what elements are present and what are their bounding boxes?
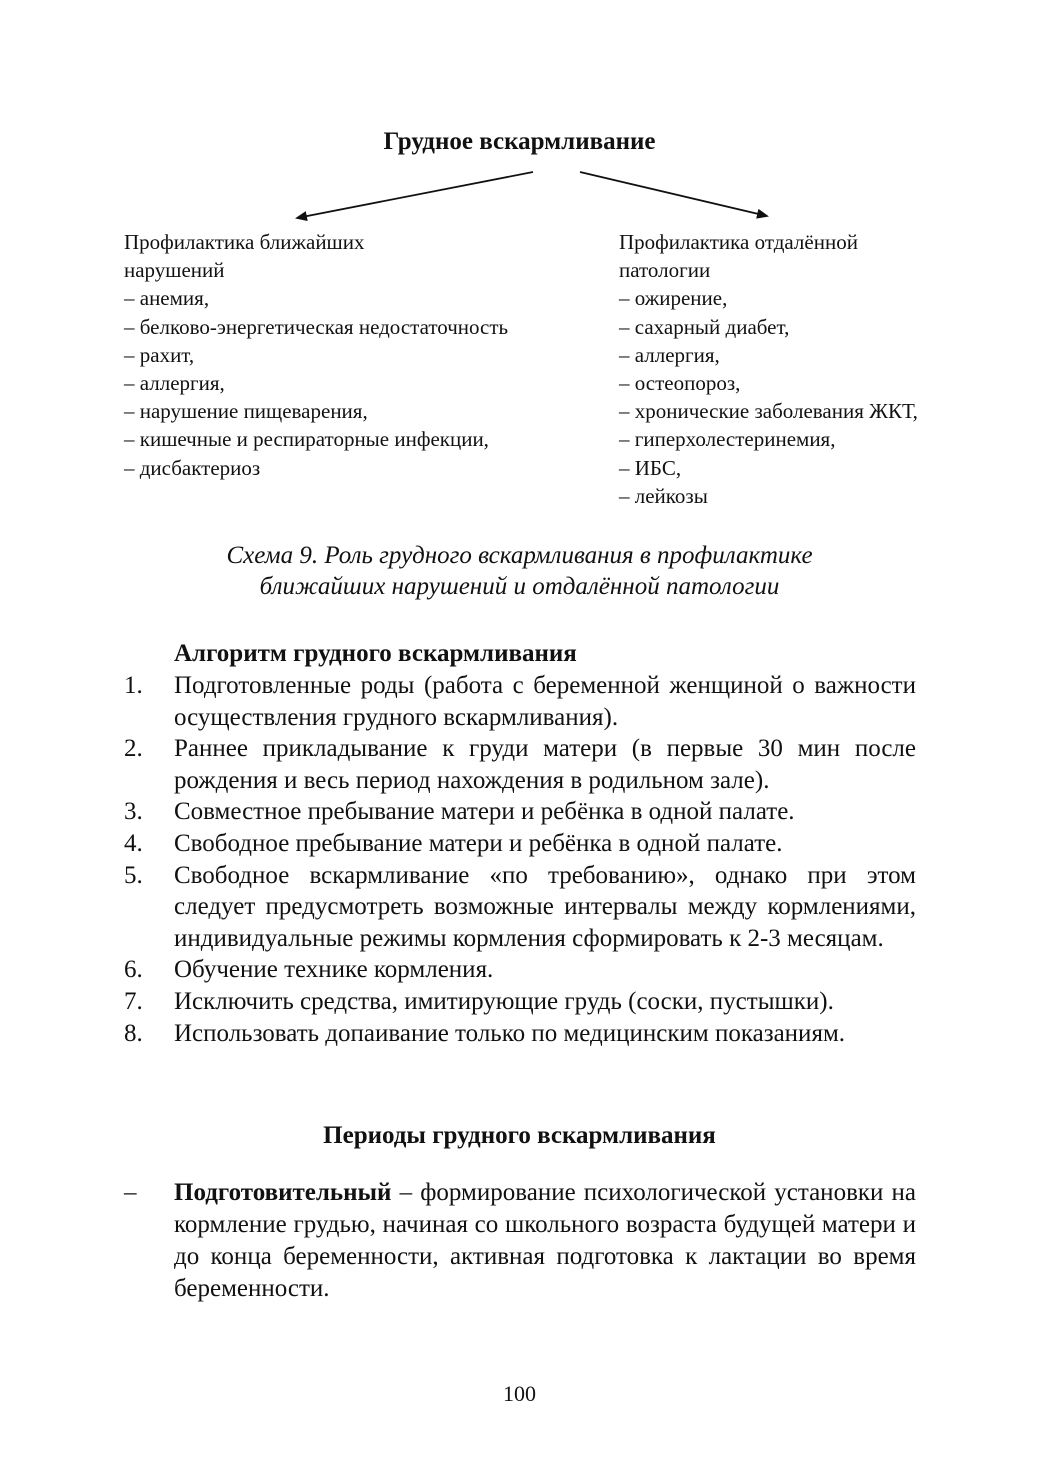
list-item: – лейкозы <box>619 483 708 508</box>
item-text: Исключить средства, имитирующие грудь (соски, пустышки). <box>174 987 834 1015</box>
list-item: – аллергия, <box>124 371 225 396</box>
item-text: Раннее прикладывание к груди матери (в первые 30 мин после рождения и весь период нахождения в родильном зале). <box>174 735 916 794</box>
list-item: – ИБС, <box>619 455 682 480</box>
item-dash: – <box>124 1179 137 1206</box>
list-item <box>124 828 916 860</box>
list-item: – белково-энергетическая недостаточность <box>124 314 509 339</box>
item-number: 1. <box>124 672 143 699</box>
item-text: Подготовленные роды (работа с беременной женщиной о важности осуществления грудного вскармливания). <box>174 672 916 731</box>
item-number: 7. <box>124 987 143 1015</box>
caption-line: Схема 9. Роль грудного вскармливания в профилактике <box>226 542 813 569</box>
arrow-right <box>580 172 767 216</box>
list-item: – остеопороз, <box>619 371 741 396</box>
item-text: Совместное пребывание матери и ребёнка в одной палате. <box>174 798 795 826</box>
remote-pathology-column <box>619 228 1019 510</box>
list-item <box>124 954 916 986</box>
page-number: 100 <box>503 1381 536 1406</box>
period-term: Подготовительный <box>174 1179 392 1206</box>
list-item <box>124 986 916 1018</box>
list-item <box>124 1018 916 1050</box>
list-item <box>124 796 916 828</box>
list-item: – анемия, <box>124 286 210 311</box>
item-text: Обучение технике кормления. <box>174 956 494 984</box>
list-item: – дисбактериоз <box>124 455 261 480</box>
list-item <box>124 733 916 796</box>
list-item: – сахарный диабет, <box>619 314 790 339</box>
caption-line: ближайших нарушений и отдалённой патологии <box>259 573 780 600</box>
column-heading: Профилактика ближайших <box>124 230 365 254</box>
list-item: – кишечные и респираторные инфекции, <box>124 427 489 452</box>
item-number: 2. <box>124 735 143 763</box>
list-item <box>124 860 916 955</box>
near-disorders-column <box>124 228 604 482</box>
list-item: – нарушение пищеварения, <box>124 399 368 424</box>
item-number: 8. <box>124 1019 143 1047</box>
period-item <box>124 1177 916 1305</box>
scheme-arrows <box>0 160 1039 230</box>
column-heading: нарушений <box>124 258 225 283</box>
item-number: 5. <box>124 861 143 889</box>
item-number: 6. <box>124 956 143 984</box>
item-number: 3. <box>124 798 143 826</box>
item-number: 4. <box>124 829 143 857</box>
period-text <box>174 1177 916 1305</box>
column-heading: патологии <box>619 258 711 283</box>
scheme-caption <box>0 540 1039 602</box>
item-text: Свободное пребывание матери и ребёнка в одной палате. <box>174 829 783 857</box>
arrow-left <box>297 172 533 218</box>
scheme-title: Грудное вскармливание <box>383 128 656 155</box>
list-item: – гиперхолестеринемия, <box>619 427 836 452</box>
item-text: Свободное вскармливание «по требованию», однако при этом следует предусмотреть возможные интервалы между кормлениями, индивидуальные режимы кормления сформировать к 2-3 месяцам. <box>174 861 916 952</box>
periods-title: Периоды грудного вскармливания <box>323 1122 716 1149</box>
list-item: – ожирение, <box>619 286 728 311</box>
algorithm-title: Алгоритм грудного вскармливания <box>174 640 577 667</box>
list-item: – аллергия, <box>619 342 720 367</box>
list-item: – рахит, <box>124 342 195 367</box>
list-item: – хронические заболевания ЖКТ, <box>619 399 918 424</box>
column-heading: Профилактика отдалённой <box>619 230 858 254</box>
period-description: – формирование психологической установки на кормление грудью, начиная со школьного возраста будущей матери и до конца беременности, активная подготовка к лактации во время беременности. <box>174 1179 916 1302</box>
item-text: Использовать допаивание только по медицинским показаниям. <box>174 1019 846 1047</box>
algorithm-list <box>124 670 916 1049</box>
list-item <box>124 670 916 733</box>
